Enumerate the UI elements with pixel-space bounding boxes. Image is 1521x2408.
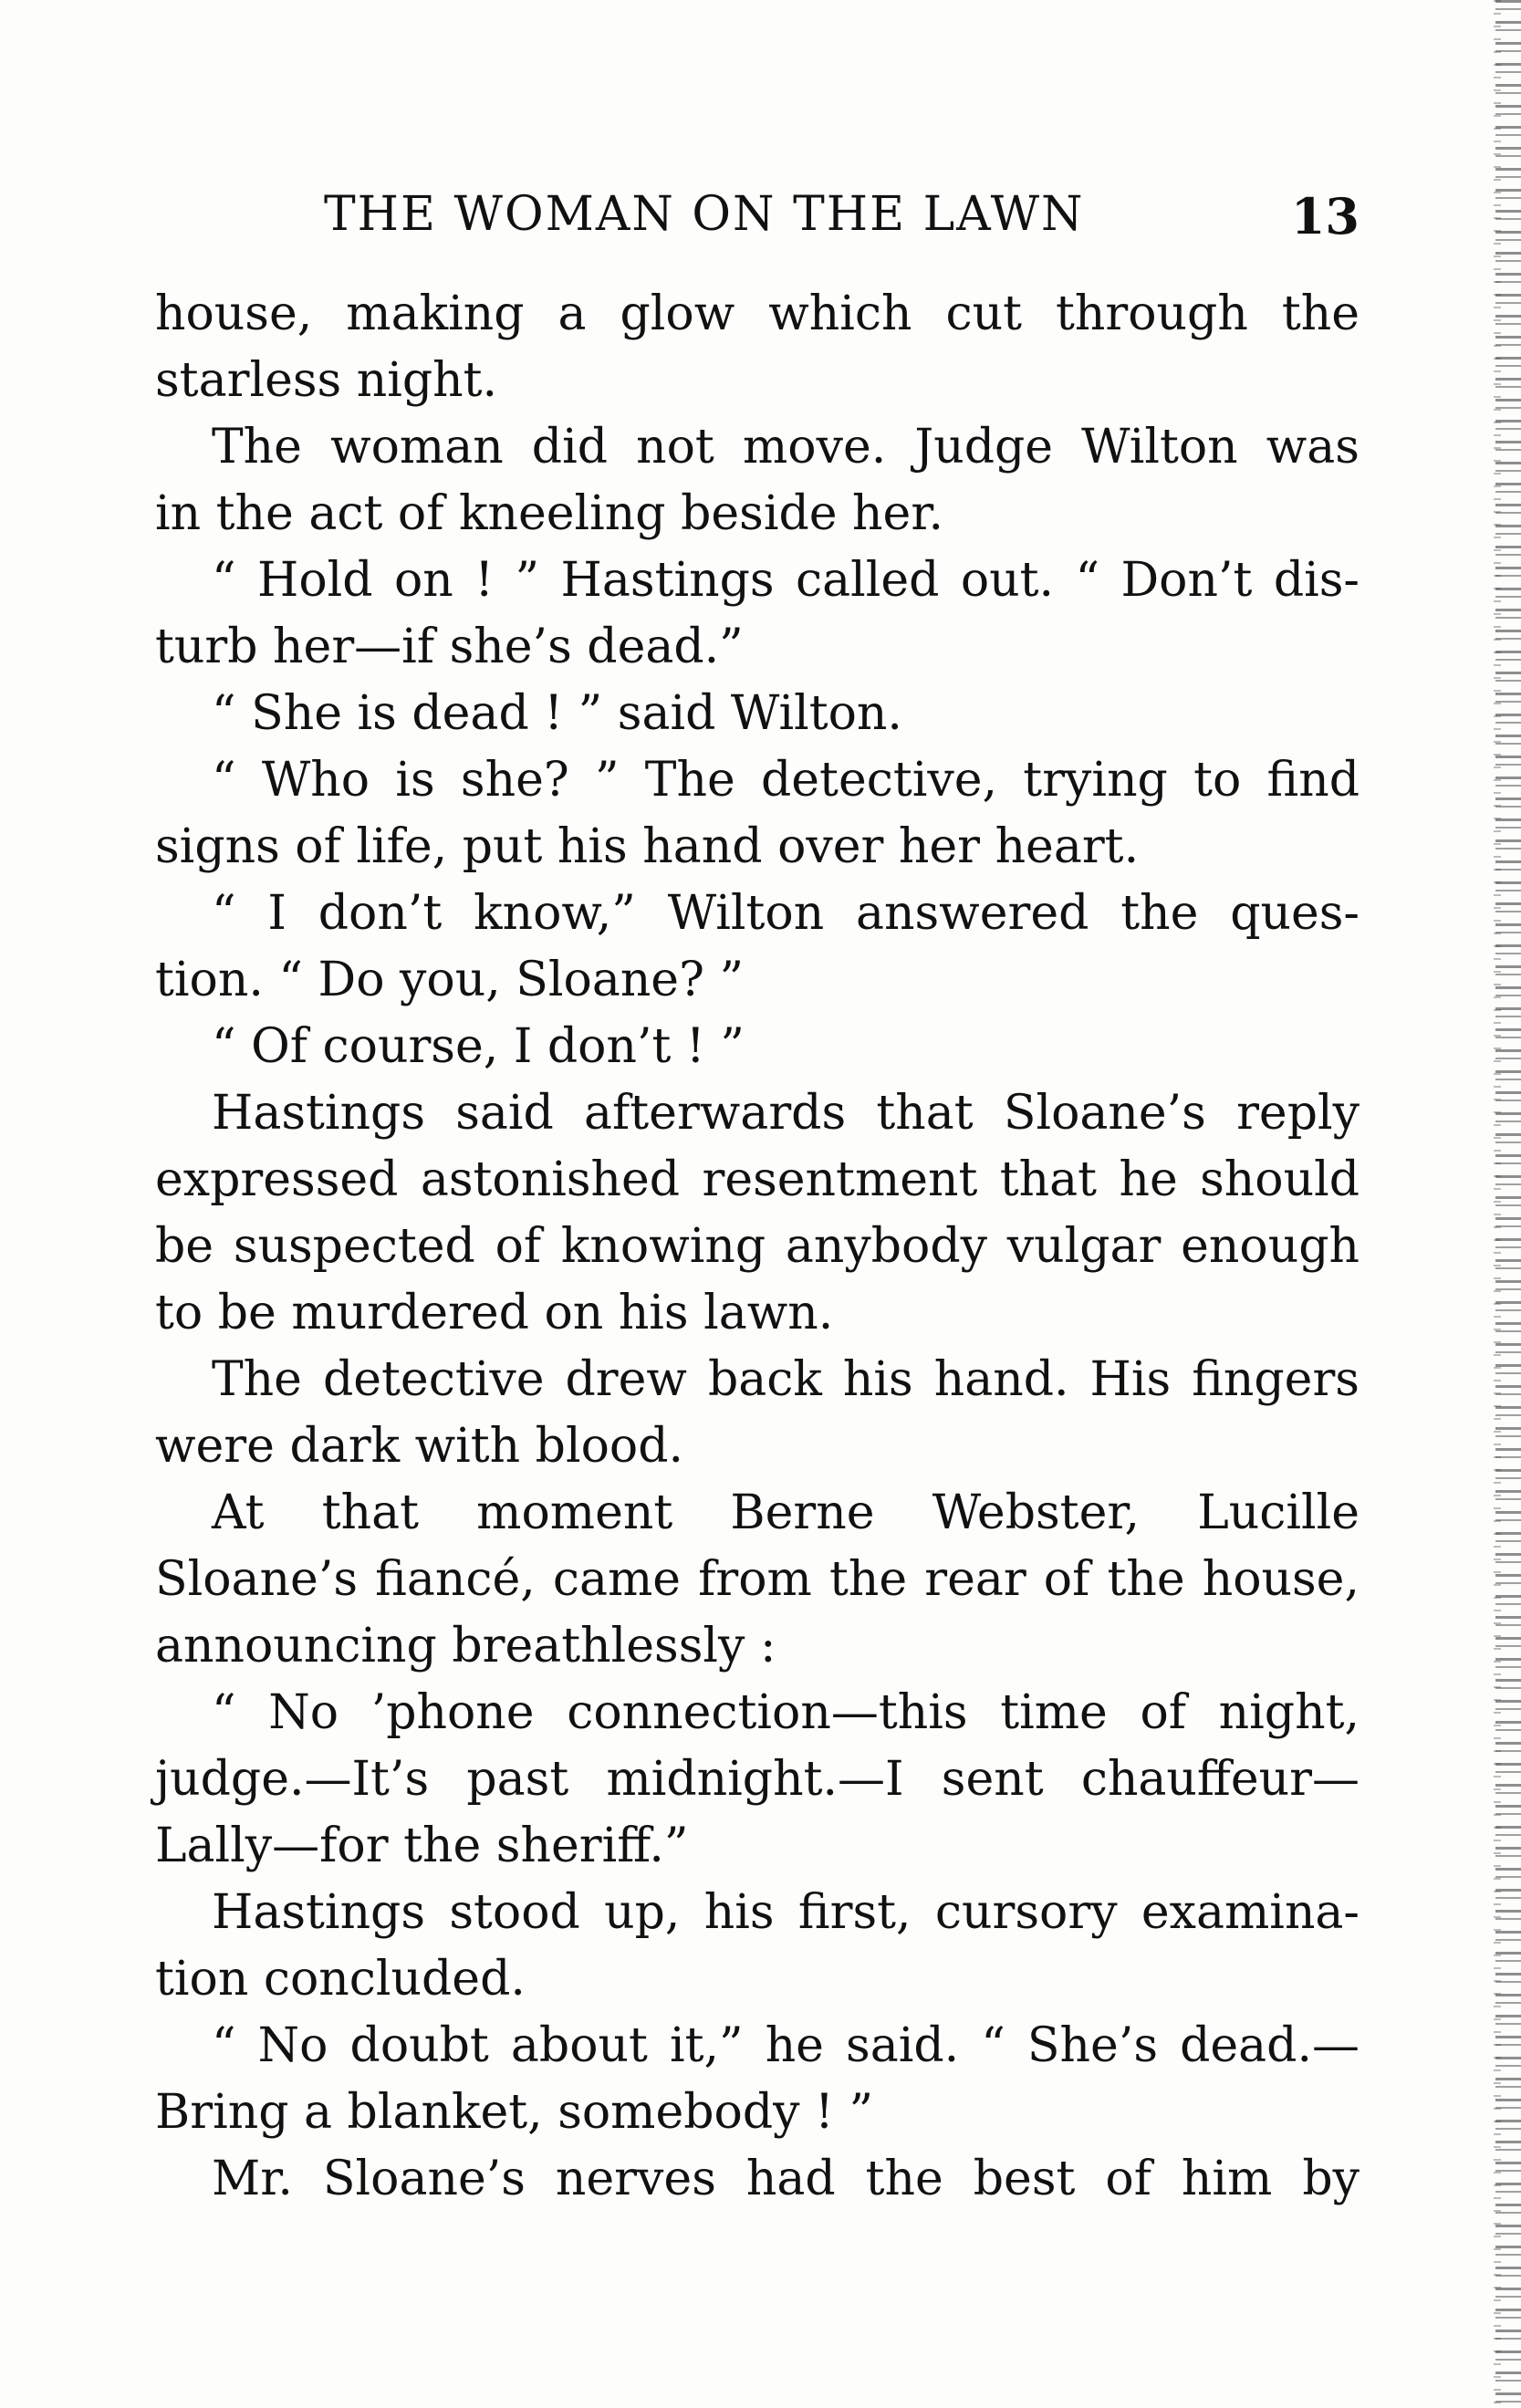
text-line: Lally—for the sheriff.” (155, 1819, 689, 1873)
text-line: announcing breathlessly : (155, 1619, 776, 1673)
scanned-page-edge-inner (1494, 0, 1501, 2408)
paragraph-start-line: At that moment Berne Webster, Lucille (212, 1485, 1360, 1540)
paragraph-start-line: Hastings said afterwards that Sloane’s reply (212, 1086, 1360, 1141)
paragraph-start-line: “ Hold on ! ” Hastings called out. “ Don’t dis- (212, 553, 1360, 608)
text-line: starless night. (155, 353, 498, 408)
paragraph-start-line: “ She is dead ! ” said Wilton. (212, 686, 902, 741)
text-line: be suspected of knowing anybody vulgar enough (155, 1219, 1360, 1274)
text-line: expressed astonished resentment that he should (155, 1152, 1360, 1207)
text-line: to be murdered on his lawn. (155, 1286, 834, 1340)
text-line: judge.—It’s past midnight.—I sent chauffeur— (155, 1752, 1360, 1807)
text-line: were dark with blood. (155, 1419, 684, 1474)
text-line: tion. “ Do you, Sloane? ” (155, 953, 745, 1007)
text-line: turb her—if she’s dead.” (155, 620, 744, 674)
paragraph-start-line: “ No doubt about it,” he said. “ She’s dead.— (212, 2018, 1360, 2073)
text-line: Bring a blanket, somebody ! ” (155, 2085, 874, 2140)
paragraph-start-line: The detective drew back his hand. His fingers (212, 1352, 1360, 1407)
text-line: Sloane’s fiancé, came from the rear of the house, (155, 1552, 1360, 1607)
text-line: house, making a glow which cut through the (155, 287, 1360, 341)
text-line: signs of life, put his hand over her heart. (155, 819, 1140, 874)
paragraph-start-line: “ I don’t know,” Wilton answered the ques- (212, 886, 1360, 941)
running-title: THE WOMAN ON THE LAWN (324, 187, 1085, 242)
paragraph-start-line: Mr. Sloane’s nerves had the best of him by (212, 2152, 1360, 2206)
paragraph-start-line: Hastings stood up, his first, cursory examina- (212, 1885, 1360, 1940)
text-line: tion concluded. (155, 1952, 526, 2007)
paragraph-start-line: “ No ’phone connection—this time of night, (212, 1685, 1360, 1740)
running-header (324, 187, 1360, 251)
page-number: 13 (1290, 187, 1360, 245)
paragraph-start-line: “ Who is she? ” The detective, trying to find (212, 753, 1360, 808)
paragraph-start-line: “ Of course, I don’t ! ” (212, 1019, 745, 1074)
body-text (155, 281, 1360, 2213)
text-line: in the act of kneeling beside her. (155, 486, 943, 541)
paragraph-start-line: The woman did not move. Judge Wilton was (212, 420, 1360, 474)
